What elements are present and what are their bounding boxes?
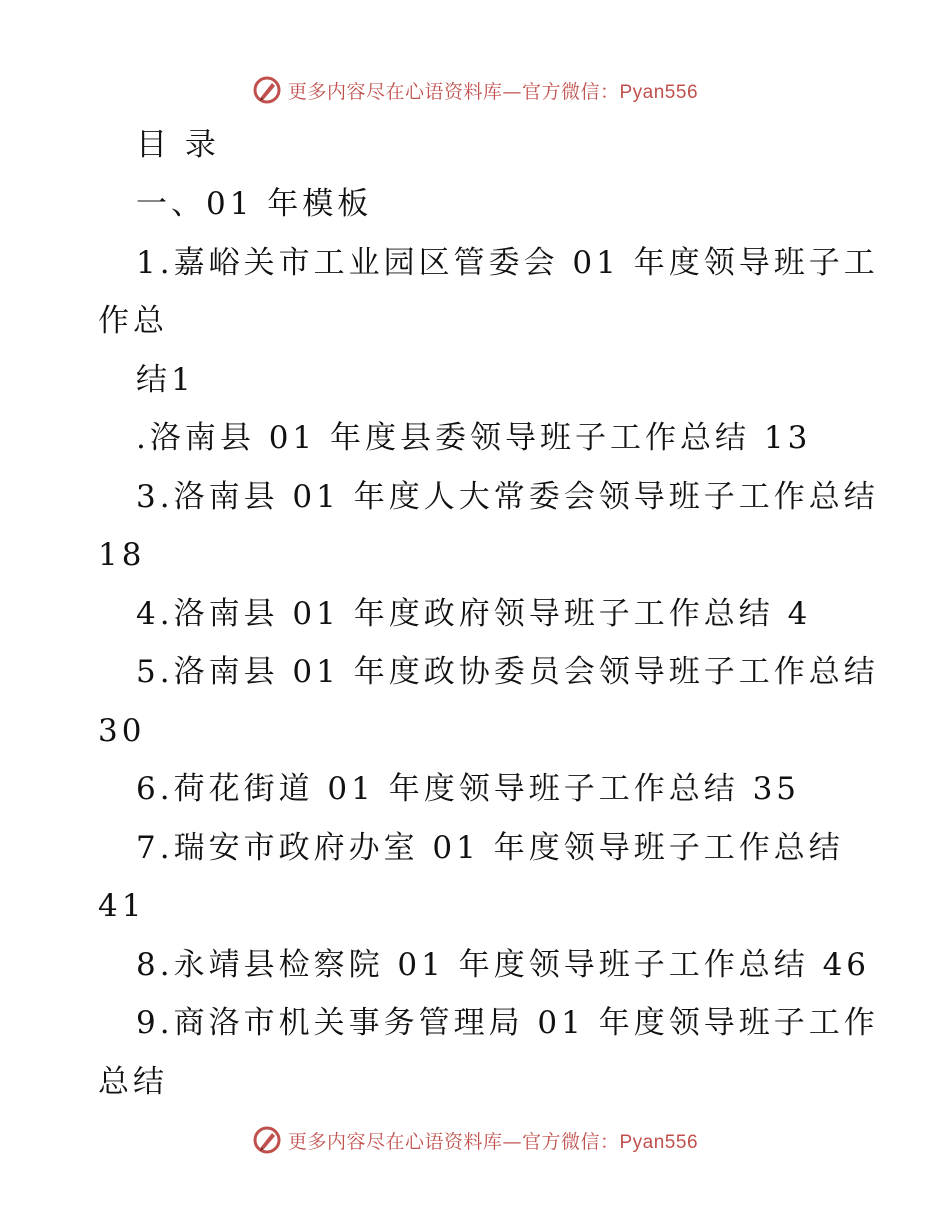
toc-entry-1-cont2: 结1 xyxy=(136,362,195,398)
toc-entry-1-cont: 作总 xyxy=(98,303,168,339)
pen-circle-logo-icon xyxy=(252,1125,282,1155)
toc-entry-9: 9.商洛市机关事务管理局 01 年度领导班子工作 xyxy=(136,1005,879,1041)
toc-entry-6: 6.荷花街道 01 年度领导班子工作总结 35 xyxy=(136,771,801,807)
watermark-wechat-id: Pyan556 xyxy=(619,81,699,103)
watermark-wechat-id: Pyan556 xyxy=(619,1131,699,1153)
toc-heading: 目 录 xyxy=(136,127,220,163)
watermark-slogan: 更多内容尽在心语资料库—官方微信： xyxy=(287,1130,620,1153)
toc-entry-5-page: 30 xyxy=(98,713,146,749)
toc-entry-7-page: 41 xyxy=(98,888,146,924)
watermark-text xyxy=(288,77,698,104)
toc-entry-3: 3.洛南县 01 年度人大常委会领导班子工作总结 xyxy=(136,479,879,515)
toc-entry-2: .洛南县 01 年度县委领导班子工作总结 13 xyxy=(136,420,812,456)
toc-entry-1: 1.嘉峪关市工业园区管委会 01 年度领导班子工 xyxy=(136,245,879,281)
toc-entry-8: 8.永靖县检察院 01 年度领导班子工作总结 46 xyxy=(136,947,871,983)
footer-watermark xyxy=(0,1120,950,1160)
toc-entry-5: 5.洛南县 01 年度政协委员会领导班子工作总结 xyxy=(136,654,879,690)
watermark-slogan: 更多内容尽在心语资料库—官方微信： xyxy=(287,80,620,103)
watermark-text xyxy=(288,1127,698,1154)
pen-circle-logo-icon xyxy=(252,75,282,105)
toc-entry-4: 4.洛南县 01 年度政府领导班子工作总结 4 xyxy=(136,596,812,632)
header-watermark xyxy=(0,70,950,110)
toc-entry-9-cont: 总结 xyxy=(98,1064,168,1100)
toc-section-title: 一、01 年模板 xyxy=(136,186,373,222)
toc-entry-3-page: 18 xyxy=(98,537,146,573)
toc-entry-7: 7.瑞安市政府办室 01 年度领导班子工作总结 xyxy=(136,830,844,866)
